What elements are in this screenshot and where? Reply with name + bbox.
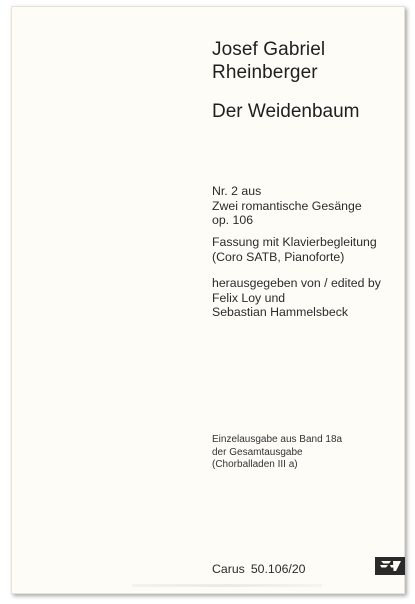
edition-line-3: (Chorballaden III a) <box>212 459 298 470</box>
editors-line-2: Felix Loy und <box>212 290 286 305</box>
catalog-number <box>212 562 312 576</box>
version-line-1: Fassung mit Klavierbegleitung <box>212 235 377 249</box>
version-info <box>212 235 377 264</box>
editors-line-1: herausgegeben von / edited by <box>212 276 381 290</box>
composer-line-1: Josef Gabriel <box>212 39 326 60</box>
editors-info <box>212 276 381 320</box>
catalog-id: 50.106/20 <box>250 562 306 576</box>
source-line-3: op. 106 <box>212 213 254 227</box>
work-title: Der Weidenbaum <box>212 101 360 122</box>
score-cover <box>11 6 405 594</box>
edition-line-1: Einzelausgabe aus Band 18a <box>212 434 343 445</box>
faint-print-trace <box>132 584 322 587</box>
composer-line-2: Rheinberger <box>212 62 318 83</box>
editors-line-3: Sebastian Hammelsbeck <box>212 305 349 319</box>
edition-info <box>212 434 342 472</box>
source-info <box>212 184 362 228</box>
carus-cv-logo-icon <box>375 557 405 580</box>
edition-line-2: der Gesamtausgabe <box>212 446 303 458</box>
carus-cv-logo-svg <box>375 557 405 575</box>
composer-name <box>212 38 325 84</box>
source-line-2: Zwei romantische Gesänge <box>212 198 362 213</box>
source-line-1: Nr. 2 aus <box>212 184 262 198</box>
version-line-2: (Coro SATB, Pianoforte) <box>212 249 345 264</box>
publisher-name: Carus <box>212 562 245 576</box>
